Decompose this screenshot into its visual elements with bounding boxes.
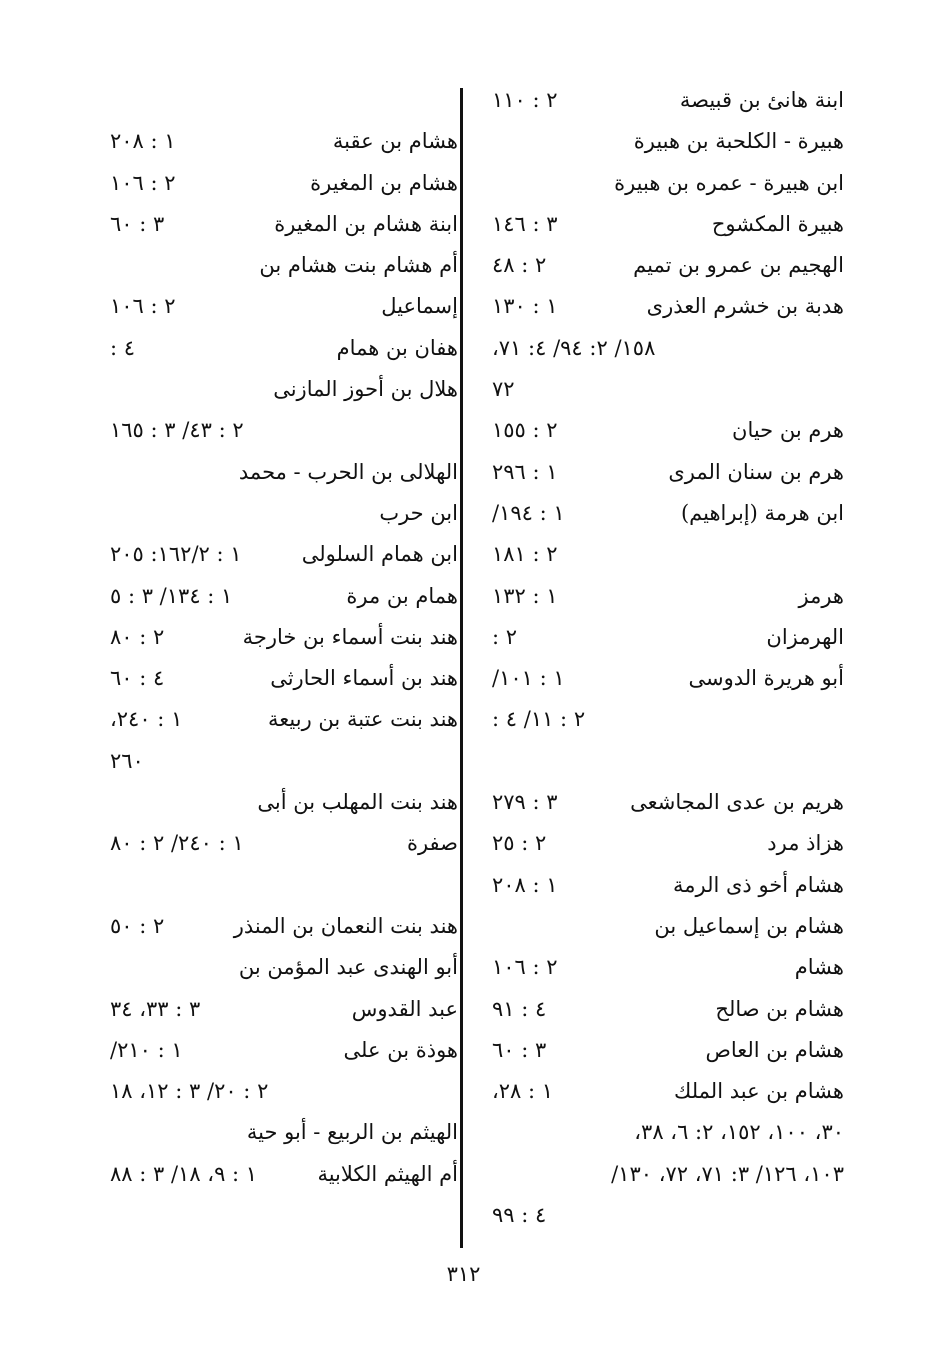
index-entry: [478, 493, 844, 534]
index-entry: [96, 741, 458, 782]
entry-reference: ١ : ٢٠٨: [492, 872, 558, 897]
index-entry: [478, 163, 844, 204]
index-entry: [96, 576, 458, 617]
entry-name: هرمز: [798, 583, 844, 608]
entry-name: هشام بن المغيرة: [310, 170, 458, 195]
index-entry: [478, 80, 844, 121]
entry-reference: ١ : ١٩٤/: [492, 500, 565, 525]
index-entry: [478, 658, 844, 699]
left-index-column: [96, 80, 458, 1195]
entry-name: ابن هبيرة - عمره بن هبيرة: [614, 170, 844, 195]
entry-name: هرم بن سنان المرى: [668, 459, 844, 484]
entry-reference: ٢٦٠: [110, 748, 144, 773]
index-entry: [478, 452, 844, 493]
entry-name: ابن همام السلولى: [301, 542, 458, 567]
entry-name: هند بن أسماء الحارثى: [270, 666, 458, 691]
entry-name: أم الهيثم الكلابية: [317, 1161, 458, 1186]
entry-reference: ٢ : ٨٠: [110, 624, 165, 649]
index-entry: [96, 452, 458, 493]
index-entry: [478, 1112, 844, 1153]
index-entry: [96, 1071, 458, 1112]
entry-name: هشام بن عقبة: [332, 129, 458, 154]
index-entry: [96, 617, 458, 658]
entry-name: ابن حرب: [379, 500, 458, 525]
entry-name: هشام: [794, 955, 844, 980]
entry-name: هفان بن همام: [336, 335, 458, 360]
entry-name: هوذة بن على: [343, 1037, 458, 1062]
entry-reference: ٢ : ٥٠: [110, 913, 165, 938]
entry-name: الهلالى بن الحرب - محمد: [238, 459, 458, 484]
entry-name: هند بنت عتبة بن ربيعة: [268, 707, 458, 732]
index-entry: [96, 947, 458, 988]
right-index-column: [478, 80, 844, 1236]
index-entry: [478, 369, 844, 410]
index-entry: [96, 1030, 458, 1071]
entry-reference: ٢ : ٢٠/ ٣ : ١٢، ١٨: [110, 1079, 269, 1104]
entry-reference: ٢ : ١٥٥: [492, 418, 558, 443]
entry-reference: ٣ : ٢٧٩: [492, 790, 558, 815]
entry-reference: ١ : ٢٨،: [492, 1079, 554, 1104]
index-entry: [96, 865, 458, 906]
entry-reference: ٣ : ٦٠: [110, 211, 165, 236]
entry-reference: ٧٢: [492, 377, 515, 402]
index-entry: [96, 534, 458, 575]
entry-reference: ٢ :: [492, 624, 518, 649]
index-entry: [96, 823, 458, 864]
entry-name: هريم بن عدى المجاشعى: [630, 790, 844, 815]
column-divider: [460, 88, 463, 1248]
entry-name: هبيرة المكشوح: [711, 211, 844, 236]
index-entry: [96, 286, 458, 327]
entry-name: أبو الهندى عبد المؤمن بن: [238, 955, 458, 980]
entry-reference: ٢ : ٤٨: [492, 253, 547, 278]
entry-name: صفرة: [406, 831, 458, 856]
index-entry: [96, 1112, 458, 1153]
entry-name: همام بن مرة: [346, 583, 458, 608]
entry-reference: ٣ : ١٤٦: [492, 211, 558, 236]
entry-name: ١٠٣، ١٢٦/ ٣: ٧١، ٧٢، ١٣٠/: [611, 1161, 844, 1186]
index-entry: [96, 989, 458, 1030]
entry-name: هند بنت النعمان بن المنذر: [233, 913, 458, 938]
entry-reference: ١ : ٢٤٠/ ٢ : ٨٠: [110, 831, 244, 856]
entry-reference: ٢ : ١٨١: [492, 542, 558, 567]
entry-name: هند بنت المهلب بن أبى: [257, 790, 458, 815]
index-entry: [96, 121, 458, 162]
entry-name: هشام أخو ذى الرمة: [672, 872, 844, 897]
entry-reference: ١٥٨/ ٢: ٩٤/ ٤: ٧١،: [492, 335, 656, 360]
index-entry: [478, 1154, 844, 1195]
entry-reference: ٢ : ١٠٦: [110, 294, 176, 319]
entry-reference: ٤ : ٦٠: [110, 666, 165, 691]
entry-name: الهيثم بن الربيع - أبو حية: [246, 1120, 458, 1145]
entry-reference: ١ : ٢٤٠،: [110, 707, 183, 732]
index-entry: [478, 1030, 844, 1071]
entry-name: ٣٠، ١٠٠، ١٥٢، ٢: ٦، ٣٨،: [634, 1120, 844, 1145]
entry-reference: ٢ : ٤٣/ ٣ : ١٦٥: [110, 418, 244, 443]
index-entry: [478, 410, 844, 451]
entry-name: هزاذ مرد: [767, 831, 844, 856]
index-entry: [96, 782, 458, 823]
index-entry: [96, 80, 458, 121]
index-entry: [478, 204, 844, 245]
entry-reference: ١ : ١٣٠: [492, 294, 558, 319]
index-entry: [96, 410, 458, 451]
index-entry: [96, 245, 458, 286]
index-entry: [96, 204, 458, 245]
entry-reference: ٣ : ٦٠: [492, 1037, 547, 1062]
entry-reference: ١ : ١٣٢: [492, 583, 558, 608]
index-entry: [478, 782, 844, 823]
entry-name: ابنة هانئ بن قبيصة: [679, 88, 844, 112]
index-entry: [478, 865, 844, 906]
index-entry: [96, 1154, 458, 1195]
entry-reference: ٢ : ١١/ ٤ :: [492, 707, 586, 732]
entry-name: أم هشام بنت هشام بن: [259, 253, 458, 278]
entry-name: هشام بن صالح: [715, 996, 844, 1021]
entry-reference: ٤ : ٩٩: [492, 1203, 547, 1228]
entry-reference: ٤ : ٩١: [492, 996, 547, 1021]
index-entry: [96, 369, 458, 410]
index-entry: [478, 534, 844, 575]
index-entry: [478, 699, 844, 740]
page-number: ٣١٢: [446, 1262, 481, 1286]
entry-reference: ١ : ٢٩٦: [492, 459, 558, 484]
entry-name: هند بنت أسماء بن خارجة: [242, 624, 458, 649]
entry-name: هلال بن أحوز المازنى: [273, 377, 458, 402]
index-entry: [478, 947, 844, 988]
entry-name: هشام بن العاص: [705, 1037, 844, 1062]
entry-reference: ٤ :: [110, 335, 136, 360]
index-entry: [478, 121, 844, 162]
entry-reference: ١ : ١٦٢/٢: ٢٠٥: [110, 542, 242, 567]
index-entry: [96, 658, 458, 699]
index-entry: [478, 617, 844, 658]
index-entry: [478, 823, 844, 864]
entry-reference: ٢ : ١٠٦: [110, 170, 176, 195]
entry-reference: ٢ : ١١٠: [492, 88, 558, 112]
entry-name: ابنة هشام بن المغيرة: [274, 211, 458, 236]
entry-reference: ٢ : ٢٥: [492, 831, 547, 856]
entry-reference: ١ : ٢٠٨: [110, 129, 176, 154]
entry-name: هشام بن إسماعيل بن: [654, 913, 844, 938]
index-entry: [478, 576, 844, 617]
index-entry: [478, 989, 844, 1030]
index-entry: [478, 286, 844, 327]
entry-reference: ١ : ١٠١/: [492, 666, 565, 691]
index-entry: [478, 741, 844, 782]
entry-name: هدبة بن خشرم العذرى: [646, 294, 844, 319]
entry-name: الهجيم بن عمرو بن تميم: [633, 253, 844, 278]
index-entry: [478, 1195, 844, 1236]
entry-reference: ٢ : ١٠٦: [492, 955, 558, 980]
index-entry: [96, 163, 458, 204]
entry-name: أبو هريرة الدوسى: [688, 666, 844, 691]
index-entry: [96, 906, 458, 947]
entry-name: عبد القدوس: [351, 996, 458, 1021]
index-entry: [96, 493, 458, 534]
entry-reference: ١ : ١٣٤/ ٣ : ٥: [110, 583, 233, 608]
index-entry: [478, 1071, 844, 1112]
entry-name: هبيرة - الكلحبة بن هبيرة: [633, 129, 844, 154]
entry-reference: ١ : ٩، ١٨/ ٣ : ٨٨: [110, 1161, 258, 1186]
entry-name: الهرمزان: [766, 624, 844, 649]
entry-name: إسماعيل: [381, 294, 458, 319]
index-entry: [96, 699, 458, 740]
index-entry: [478, 245, 844, 286]
entry-reference: ١ : ٢١٠/: [110, 1037, 183, 1062]
entry-name: هشام بن عبد الملك: [674, 1079, 844, 1104]
entry-name: هرم بن حيان: [732, 418, 844, 443]
index-entry: [96, 328, 458, 369]
index-entry: [478, 906, 844, 947]
entry-reference: ٣ : ٣٣، ٣٤: [110, 996, 201, 1021]
index-entry: [478, 328, 844, 369]
entry-name: ابن هرمة (إبراهيم): [680, 500, 844, 525]
